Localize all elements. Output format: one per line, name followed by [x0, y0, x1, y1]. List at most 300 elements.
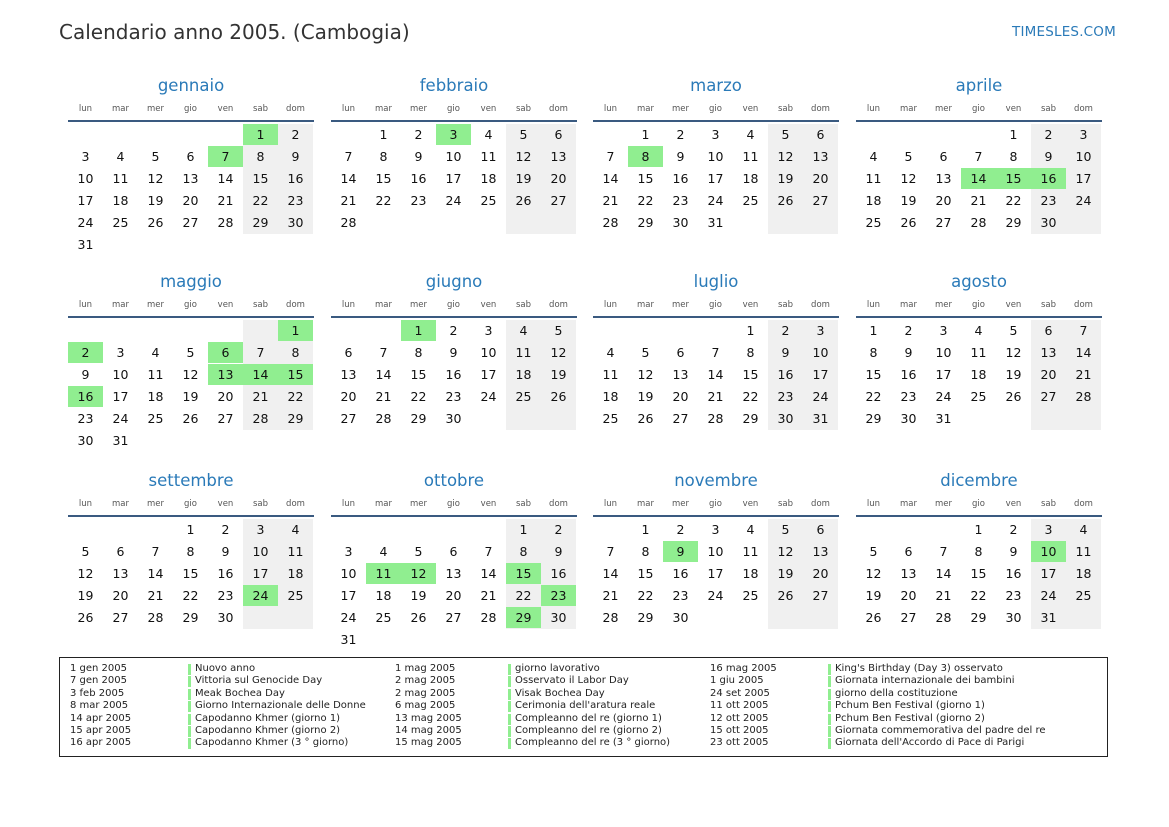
day-cell[interactable]: 26	[77, 610, 94, 625]
day-cell[interactable]: 18	[375, 588, 392, 603]
day-cell[interactable]: 5	[519, 127, 528, 142]
day-cell[interactable]: 29	[182, 610, 199, 625]
holiday-day[interactable]: 14	[243, 364, 278, 385]
day-cell[interactable]: 18	[602, 389, 619, 404]
day-cell[interactable]: 6	[1044, 323, 1053, 338]
day-cell[interactable]: 28	[1075, 389, 1092, 404]
day-cell[interactable]: 27	[812, 193, 829, 208]
day-cell[interactable]: 8	[641, 544, 650, 559]
day-cell[interactable]: 6	[939, 149, 948, 164]
day-cell[interactable]: 26	[777, 588, 794, 603]
day-cell[interactable]: 13	[550, 149, 567, 164]
day-cell[interactable]: 31	[1040, 610, 1057, 625]
day-cell[interactable]: 5	[151, 149, 160, 164]
day-cell[interactable]: 22	[375, 193, 392, 208]
day-cell[interactable]: 21	[602, 193, 619, 208]
day-cell[interactable]: 2	[221, 522, 230, 537]
holiday-day[interactable]: 14	[961, 168, 996, 189]
day-cell[interactable]: 5	[869, 544, 878, 559]
day-cell[interactable]: 15	[865, 367, 882, 382]
day-cell[interactable]: 2	[1009, 522, 1018, 537]
day-cell[interactable]: 26	[550, 389, 567, 404]
day-cell[interactable]: 3	[256, 522, 265, 537]
day-cell[interactable]: 31	[812, 411, 829, 426]
day-cell[interactable]: 27	[445, 610, 462, 625]
day-cell[interactable]: 9	[676, 149, 685, 164]
day-cell[interactable]: 12	[1005, 345, 1022, 360]
day-cell[interactable]: 26	[900, 215, 917, 230]
day-cell[interactable]: 11	[970, 345, 987, 360]
day-cell[interactable]: 21	[480, 588, 497, 603]
day-cell[interactable]: 31	[707, 215, 724, 230]
day-cell[interactable]: 12	[777, 149, 794, 164]
day-cell[interactable]: 23	[900, 389, 917, 404]
day-cell[interactable]: 13	[812, 149, 829, 164]
day-cell[interactable]: 31	[935, 411, 952, 426]
day-cell[interactable]: 25	[147, 411, 164, 426]
day-cell[interactable]: 16	[672, 566, 689, 581]
day-cell[interactable]: 8	[414, 345, 423, 360]
day-cell[interactable]: 14	[1075, 345, 1092, 360]
day-cell[interactable]: 5	[781, 127, 790, 142]
day-cell[interactable]: 20	[217, 389, 234, 404]
day-cell[interactable]: 18	[287, 566, 304, 581]
day-cell[interactable]: 22	[515, 588, 532, 603]
holiday-day[interactable]: 24	[243, 585, 278, 606]
holiday-day[interactable]: 9	[663, 541, 698, 562]
holiday-day[interactable]: 11	[366, 563, 401, 584]
day-cell[interactable]: 22	[865, 389, 882, 404]
day-cell[interactable]: 29	[252, 215, 269, 230]
day-cell[interactable]: 13	[340, 367, 357, 382]
day-cell[interactable]: 20	[1040, 367, 1057, 382]
day-cell[interactable]: 17	[480, 367, 497, 382]
day-cell[interactable]: 30	[672, 215, 689, 230]
day-cell[interactable]: 4	[606, 345, 615, 360]
day-cell[interactable]: 10	[935, 345, 952, 360]
day-cell[interactable]: 18	[742, 566, 759, 581]
day-cell[interactable]: 4	[1079, 522, 1088, 537]
day-cell[interactable]: 17	[812, 367, 829, 382]
day-cell[interactable]: 10	[480, 345, 497, 360]
day-cell[interactable]: 5	[81, 544, 90, 559]
day-cell[interactable]: 12	[900, 171, 917, 186]
day-cell[interactable]: 29	[410, 411, 427, 426]
day-cell[interactable]: 1	[641, 127, 650, 142]
day-cell[interactable]: 10	[252, 544, 269, 559]
day-cell[interactable]: 11	[742, 149, 759, 164]
day-cell[interactable]: 6	[676, 345, 685, 360]
day-cell[interactable]: 30	[1040, 215, 1057, 230]
day-cell[interactable]: 23	[410, 193, 427, 208]
day-cell[interactable]: 29	[742, 411, 759, 426]
day-cell[interactable]: 25	[480, 193, 497, 208]
day-cell[interactable]: 13	[1040, 345, 1057, 360]
day-cell[interactable]: 28	[340, 215, 357, 230]
day-cell[interactable]: 11	[287, 544, 304, 559]
day-cell[interactable]: 10	[1075, 149, 1092, 164]
day-cell[interactable]: 25	[602, 411, 619, 426]
day-cell[interactable]: 4	[151, 345, 160, 360]
day-cell[interactable]: 4	[519, 323, 528, 338]
day-cell[interactable]: 14	[147, 566, 164, 581]
day-cell[interactable]: 9	[81, 367, 90, 382]
day-cell[interactable]: 16	[550, 566, 567, 581]
day-cell[interactable]: 20	[445, 588, 462, 603]
day-cell[interactable]: 14	[602, 171, 619, 186]
day-cell[interactable]: 27	[340, 411, 357, 426]
day-cell[interactable]: 8	[186, 544, 195, 559]
day-cell[interactable]: 21	[970, 193, 987, 208]
day-cell[interactable]: 6	[904, 544, 913, 559]
day-cell[interactable]: 16	[445, 367, 462, 382]
day-cell[interactable]: 27	[182, 215, 199, 230]
day-cell[interactable]: 19	[515, 171, 532, 186]
day-cell[interactable]: 5	[904, 149, 913, 164]
day-cell[interactable]: 22	[970, 588, 987, 603]
day-cell[interactable]: 2	[781, 323, 790, 338]
day-cell[interactable]: 18	[147, 389, 164, 404]
day-cell[interactable]: 17	[252, 566, 269, 581]
holiday-day[interactable]: 1	[278, 320, 313, 341]
day-cell[interactable]: 15	[410, 367, 427, 382]
day-cell[interactable]: 5	[1009, 323, 1018, 338]
holiday-day[interactable]: 13	[208, 364, 243, 385]
day-cell[interactable]: 17	[340, 588, 357, 603]
day-cell[interactable]: 3	[711, 127, 720, 142]
day-cell[interactable]: 30	[77, 433, 94, 448]
day-cell[interactable]: 25	[1075, 588, 1092, 603]
day-cell[interactable]: 10	[707, 149, 724, 164]
day-cell[interactable]: 7	[151, 544, 160, 559]
holiday-day[interactable]: 12	[401, 563, 436, 584]
holiday-day[interactable]: 23	[541, 585, 576, 606]
day-cell[interactable]: 16	[777, 367, 794, 382]
day-cell[interactable]: 27	[112, 610, 129, 625]
day-cell[interactable]: 28	[935, 610, 952, 625]
day-cell[interactable]: 8	[746, 345, 755, 360]
day-cell[interactable]: 12	[515, 149, 532, 164]
day-cell[interactable]: 16	[900, 367, 917, 382]
day-cell[interactable]: 6	[186, 149, 195, 164]
day-cell[interactable]: 1	[1009, 127, 1018, 142]
day-cell[interactable]: 25	[287, 588, 304, 603]
day-cell[interactable]: 25	[970, 389, 987, 404]
day-cell[interactable]: 19	[147, 193, 164, 208]
day-cell[interactable]: 8	[291, 345, 300, 360]
day-cell[interactable]: 31	[77, 237, 94, 252]
day-cell[interactable]: 22	[410, 389, 427, 404]
day-cell[interactable]: 13	[900, 566, 917, 581]
day-cell[interactable]: 28	[970, 215, 987, 230]
day-cell[interactable]: 30	[900, 411, 917, 426]
day-cell[interactable]: 4	[116, 149, 125, 164]
day-cell[interactable]: 22	[182, 588, 199, 603]
day-cell[interactable]: 24	[812, 389, 829, 404]
day-cell[interactable]: 10	[77, 171, 94, 186]
holiday-day[interactable]: 15	[278, 364, 313, 385]
day-cell[interactable]: 7	[711, 345, 720, 360]
day-cell[interactable]: 13	[935, 171, 952, 186]
day-cell[interactable]: 1	[641, 522, 650, 537]
day-cell[interactable]: 3	[344, 544, 353, 559]
day-cell[interactable]: 11	[147, 367, 164, 382]
day-cell[interactable]: 16	[287, 171, 304, 186]
day-cell[interactable]: 11	[112, 171, 129, 186]
day-cell[interactable]: 12	[550, 345, 567, 360]
day-cell[interactable]: 18	[112, 193, 129, 208]
day-cell[interactable]: 9	[904, 345, 913, 360]
day-cell[interactable]: 26	[637, 411, 654, 426]
day-cell[interactable]: 25	[742, 588, 759, 603]
day-cell[interactable]: 11	[865, 171, 882, 186]
holiday-day[interactable]: 6	[208, 342, 243, 363]
day-cell[interactable]: 12	[777, 544, 794, 559]
day-cell[interactable]: 21	[252, 389, 269, 404]
day-cell[interactable]: 21	[935, 588, 952, 603]
day-cell[interactable]: 14	[935, 566, 952, 581]
day-cell[interactable]: 15	[252, 171, 269, 186]
day-cell[interactable]: 20	[935, 193, 952, 208]
day-cell[interactable]: 27	[217, 411, 234, 426]
day-cell[interactable]: 13	[812, 544, 829, 559]
day-cell[interactable]: 31	[112, 433, 129, 448]
day-cell[interactable]: 30	[217, 610, 234, 625]
day-cell[interactable]: 22	[252, 193, 269, 208]
day-cell[interactable]: 18	[865, 193, 882, 208]
day-cell[interactable]: 6	[344, 345, 353, 360]
day-cell[interactable]: 11	[515, 345, 532, 360]
day-cell[interactable]: 20	[672, 389, 689, 404]
day-cell[interactable]: 14	[707, 367, 724, 382]
day-cell[interactable]: 23	[672, 193, 689, 208]
day-cell[interactable]: 7	[484, 544, 493, 559]
day-cell[interactable]: 2	[414, 127, 423, 142]
day-cell[interactable]: 24	[340, 610, 357, 625]
day-cell[interactable]: 26	[410, 610, 427, 625]
day-cell[interactable]: 17	[112, 389, 129, 404]
day-cell[interactable]: 26	[182, 411, 199, 426]
day-cell[interactable]: 3	[711, 522, 720, 537]
day-cell[interactable]: 5	[641, 345, 650, 360]
day-cell[interactable]: 9	[781, 345, 790, 360]
day-cell[interactable]: 23	[445, 389, 462, 404]
day-cell[interactable]: 20	[812, 566, 829, 581]
day-cell[interactable]: 13	[112, 566, 129, 581]
day-cell[interactable]: 2	[449, 323, 458, 338]
day-cell[interactable]: 6	[116, 544, 125, 559]
day-cell[interactable]: 18	[1075, 566, 1092, 581]
day-cell[interactable]: 21	[1075, 367, 1092, 382]
day-cell[interactable]: 14	[340, 171, 357, 186]
day-cell[interactable]: 10	[707, 544, 724, 559]
day-cell[interactable]: 8	[519, 544, 528, 559]
day-cell[interactable]: 20	[182, 193, 199, 208]
day-cell[interactable]: 17	[935, 367, 952, 382]
day-cell[interactable]: 7	[939, 544, 948, 559]
brand-link[interactable]: TIMESLES.COM	[1012, 24, 1116, 40]
day-cell[interactable]: 4	[974, 323, 983, 338]
day-cell[interactable]: 10	[340, 566, 357, 581]
day-cell[interactable]: 9	[414, 149, 423, 164]
day-cell[interactable]: 15	[375, 171, 392, 186]
day-cell[interactable]: 3	[116, 345, 125, 360]
day-cell[interactable]: 21	[602, 588, 619, 603]
day-cell[interactable]: 3	[484, 323, 493, 338]
day-cell[interactable]: 1	[186, 522, 195, 537]
day-cell[interactable]: 3	[939, 323, 948, 338]
day-cell[interactable]: 16	[1005, 566, 1022, 581]
day-cell[interactable]: 24	[112, 411, 129, 426]
day-cell[interactable]: 7	[606, 544, 615, 559]
day-cell[interactable]: 8	[869, 345, 878, 360]
day-cell[interactable]: 1	[746, 323, 755, 338]
day-cell[interactable]: 27	[550, 193, 567, 208]
day-cell[interactable]: 9	[1009, 544, 1018, 559]
day-cell[interactable]: 19	[900, 193, 917, 208]
day-cell[interactable]: 18	[515, 367, 532, 382]
day-cell[interactable]: 28	[707, 411, 724, 426]
day-cell[interactable]: 21	[217, 193, 234, 208]
day-cell[interactable]: 30	[1005, 610, 1022, 625]
day-cell[interactable]: 10	[812, 345, 829, 360]
day-cell[interactable]: 24	[1075, 193, 1092, 208]
day-cell[interactable]: 25	[375, 610, 392, 625]
day-cell[interactable]: 25	[865, 215, 882, 230]
holiday-day[interactable]: 1	[401, 320, 436, 341]
day-cell[interactable]: 19	[77, 588, 94, 603]
day-cell[interactable]: 3	[816, 323, 825, 338]
day-cell[interactable]: 23	[672, 588, 689, 603]
day-cell[interactable]: 2	[291, 127, 300, 142]
day-cell[interactable]: 6	[816, 522, 825, 537]
day-cell[interactable]: 11	[602, 367, 619, 382]
day-cell[interactable]: 12	[77, 566, 94, 581]
day-cell[interactable]: 8	[379, 149, 388, 164]
day-cell[interactable]: 1	[869, 323, 878, 338]
day-cell[interactable]: 1	[519, 522, 528, 537]
day-cell[interactable]: 2	[904, 323, 913, 338]
day-cell[interactable]: 8	[1009, 149, 1018, 164]
day-cell[interactable]: 30	[550, 610, 567, 625]
holiday-day[interactable]: 29	[506, 607, 541, 628]
day-cell[interactable]: 27	[812, 588, 829, 603]
day-cell[interactable]: 22	[637, 588, 654, 603]
day-cell[interactable]: 30	[445, 411, 462, 426]
day-cell[interactable]: 4	[869, 149, 878, 164]
day-cell[interactable]: 12	[147, 171, 164, 186]
day-cell[interactable]: 21	[147, 588, 164, 603]
day-cell[interactable]: 16	[217, 566, 234, 581]
holiday-day[interactable]: 10	[1031, 541, 1066, 562]
day-cell[interactable]: 29	[637, 610, 654, 625]
day-cell[interactable]: 20	[900, 588, 917, 603]
day-cell[interactable]: 23	[77, 411, 94, 426]
day-cell[interactable]: 9	[1044, 149, 1053, 164]
day-cell[interactable]: 9	[554, 544, 563, 559]
day-cell[interactable]: 27	[1040, 389, 1057, 404]
day-cell[interactable]: 14	[217, 171, 234, 186]
day-cell[interactable]: 5	[414, 544, 423, 559]
day-cell[interactable]: 18	[480, 171, 497, 186]
day-cell[interactable]: 4	[484, 127, 493, 142]
day-cell[interactable]: 15	[182, 566, 199, 581]
day-cell[interactable]: 4	[746, 522, 755, 537]
day-cell[interactable]: 28	[480, 610, 497, 625]
day-cell[interactable]: 13	[182, 171, 199, 186]
day-cell[interactable]: 7	[379, 345, 388, 360]
day-cell[interactable]: 28	[252, 411, 269, 426]
day-cell[interactable]: 21	[707, 389, 724, 404]
day-cell[interactable]: 17	[445, 171, 462, 186]
day-cell[interactable]: 28	[375, 411, 392, 426]
day-cell[interactable]: 3	[1079, 127, 1088, 142]
day-cell[interactable]: 21	[375, 389, 392, 404]
day-cell[interactable]: 23	[287, 193, 304, 208]
day-cell[interactable]: 19	[865, 588, 882, 603]
day-cell[interactable]: 14	[375, 367, 392, 382]
day-cell[interactable]: 26	[515, 193, 532, 208]
day-cell[interactable]: 14	[602, 566, 619, 581]
day-cell[interactable]: 24	[77, 215, 94, 230]
day-cell[interactable]: 31	[340, 632, 357, 647]
day-cell[interactable]: 7	[974, 149, 983, 164]
day-cell[interactable]: 29	[865, 411, 882, 426]
day-cell[interactable]: 19	[550, 367, 567, 382]
day-cell[interactable]: 30	[777, 411, 794, 426]
day-cell[interactable]: 18	[970, 367, 987, 382]
day-cell[interactable]: 21	[340, 193, 357, 208]
day-cell[interactable]: 26	[147, 215, 164, 230]
day-cell[interactable]: 19	[777, 171, 794, 186]
day-cell[interactable]: 6	[449, 544, 458, 559]
day-cell[interactable]: 22	[287, 389, 304, 404]
day-cell[interactable]: 1	[379, 127, 388, 142]
day-cell[interactable]: 4	[379, 544, 388, 559]
day-cell[interactable]: 29	[1005, 215, 1022, 230]
day-cell[interactable]: 10	[445, 149, 462, 164]
day-cell[interactable]: 5	[781, 522, 790, 537]
day-cell[interactable]: 6	[554, 127, 563, 142]
day-cell[interactable]: 17	[1075, 171, 1092, 186]
day-cell[interactable]: 15	[970, 566, 987, 581]
day-cell[interactable]: 20	[340, 389, 357, 404]
day-cell[interactable]: 12	[637, 367, 654, 382]
day-cell[interactable]: 27	[900, 610, 917, 625]
day-cell[interactable]: 5	[554, 323, 563, 338]
day-cell[interactable]: 28	[147, 610, 164, 625]
holiday-day[interactable]: 2	[68, 342, 103, 363]
day-cell[interactable]: 24	[707, 193, 724, 208]
day-cell[interactable]: 15	[742, 367, 759, 382]
day-cell[interactable]: 27	[935, 215, 952, 230]
day-cell[interactable]: 24	[707, 588, 724, 603]
holiday-day[interactable]: 16	[1031, 168, 1066, 189]
day-cell[interactable]: 11	[1075, 544, 1092, 559]
day-cell[interactable]: 5	[186, 345, 195, 360]
day-cell[interactable]: 25	[515, 389, 532, 404]
day-cell[interactable]: 30	[672, 610, 689, 625]
day-cell[interactable]: 26	[1005, 389, 1022, 404]
day-cell[interactable]: 3	[81, 149, 90, 164]
day-cell[interactable]: 24	[935, 389, 952, 404]
day-cell[interactable]: 3	[1044, 522, 1053, 537]
day-cell[interactable]: 7	[256, 345, 265, 360]
day-cell[interactable]: 11	[742, 544, 759, 559]
day-cell[interactable]: 12	[865, 566, 882, 581]
day-cell[interactable]: 2	[1044, 127, 1053, 142]
day-cell[interactable]: 2	[676, 522, 685, 537]
